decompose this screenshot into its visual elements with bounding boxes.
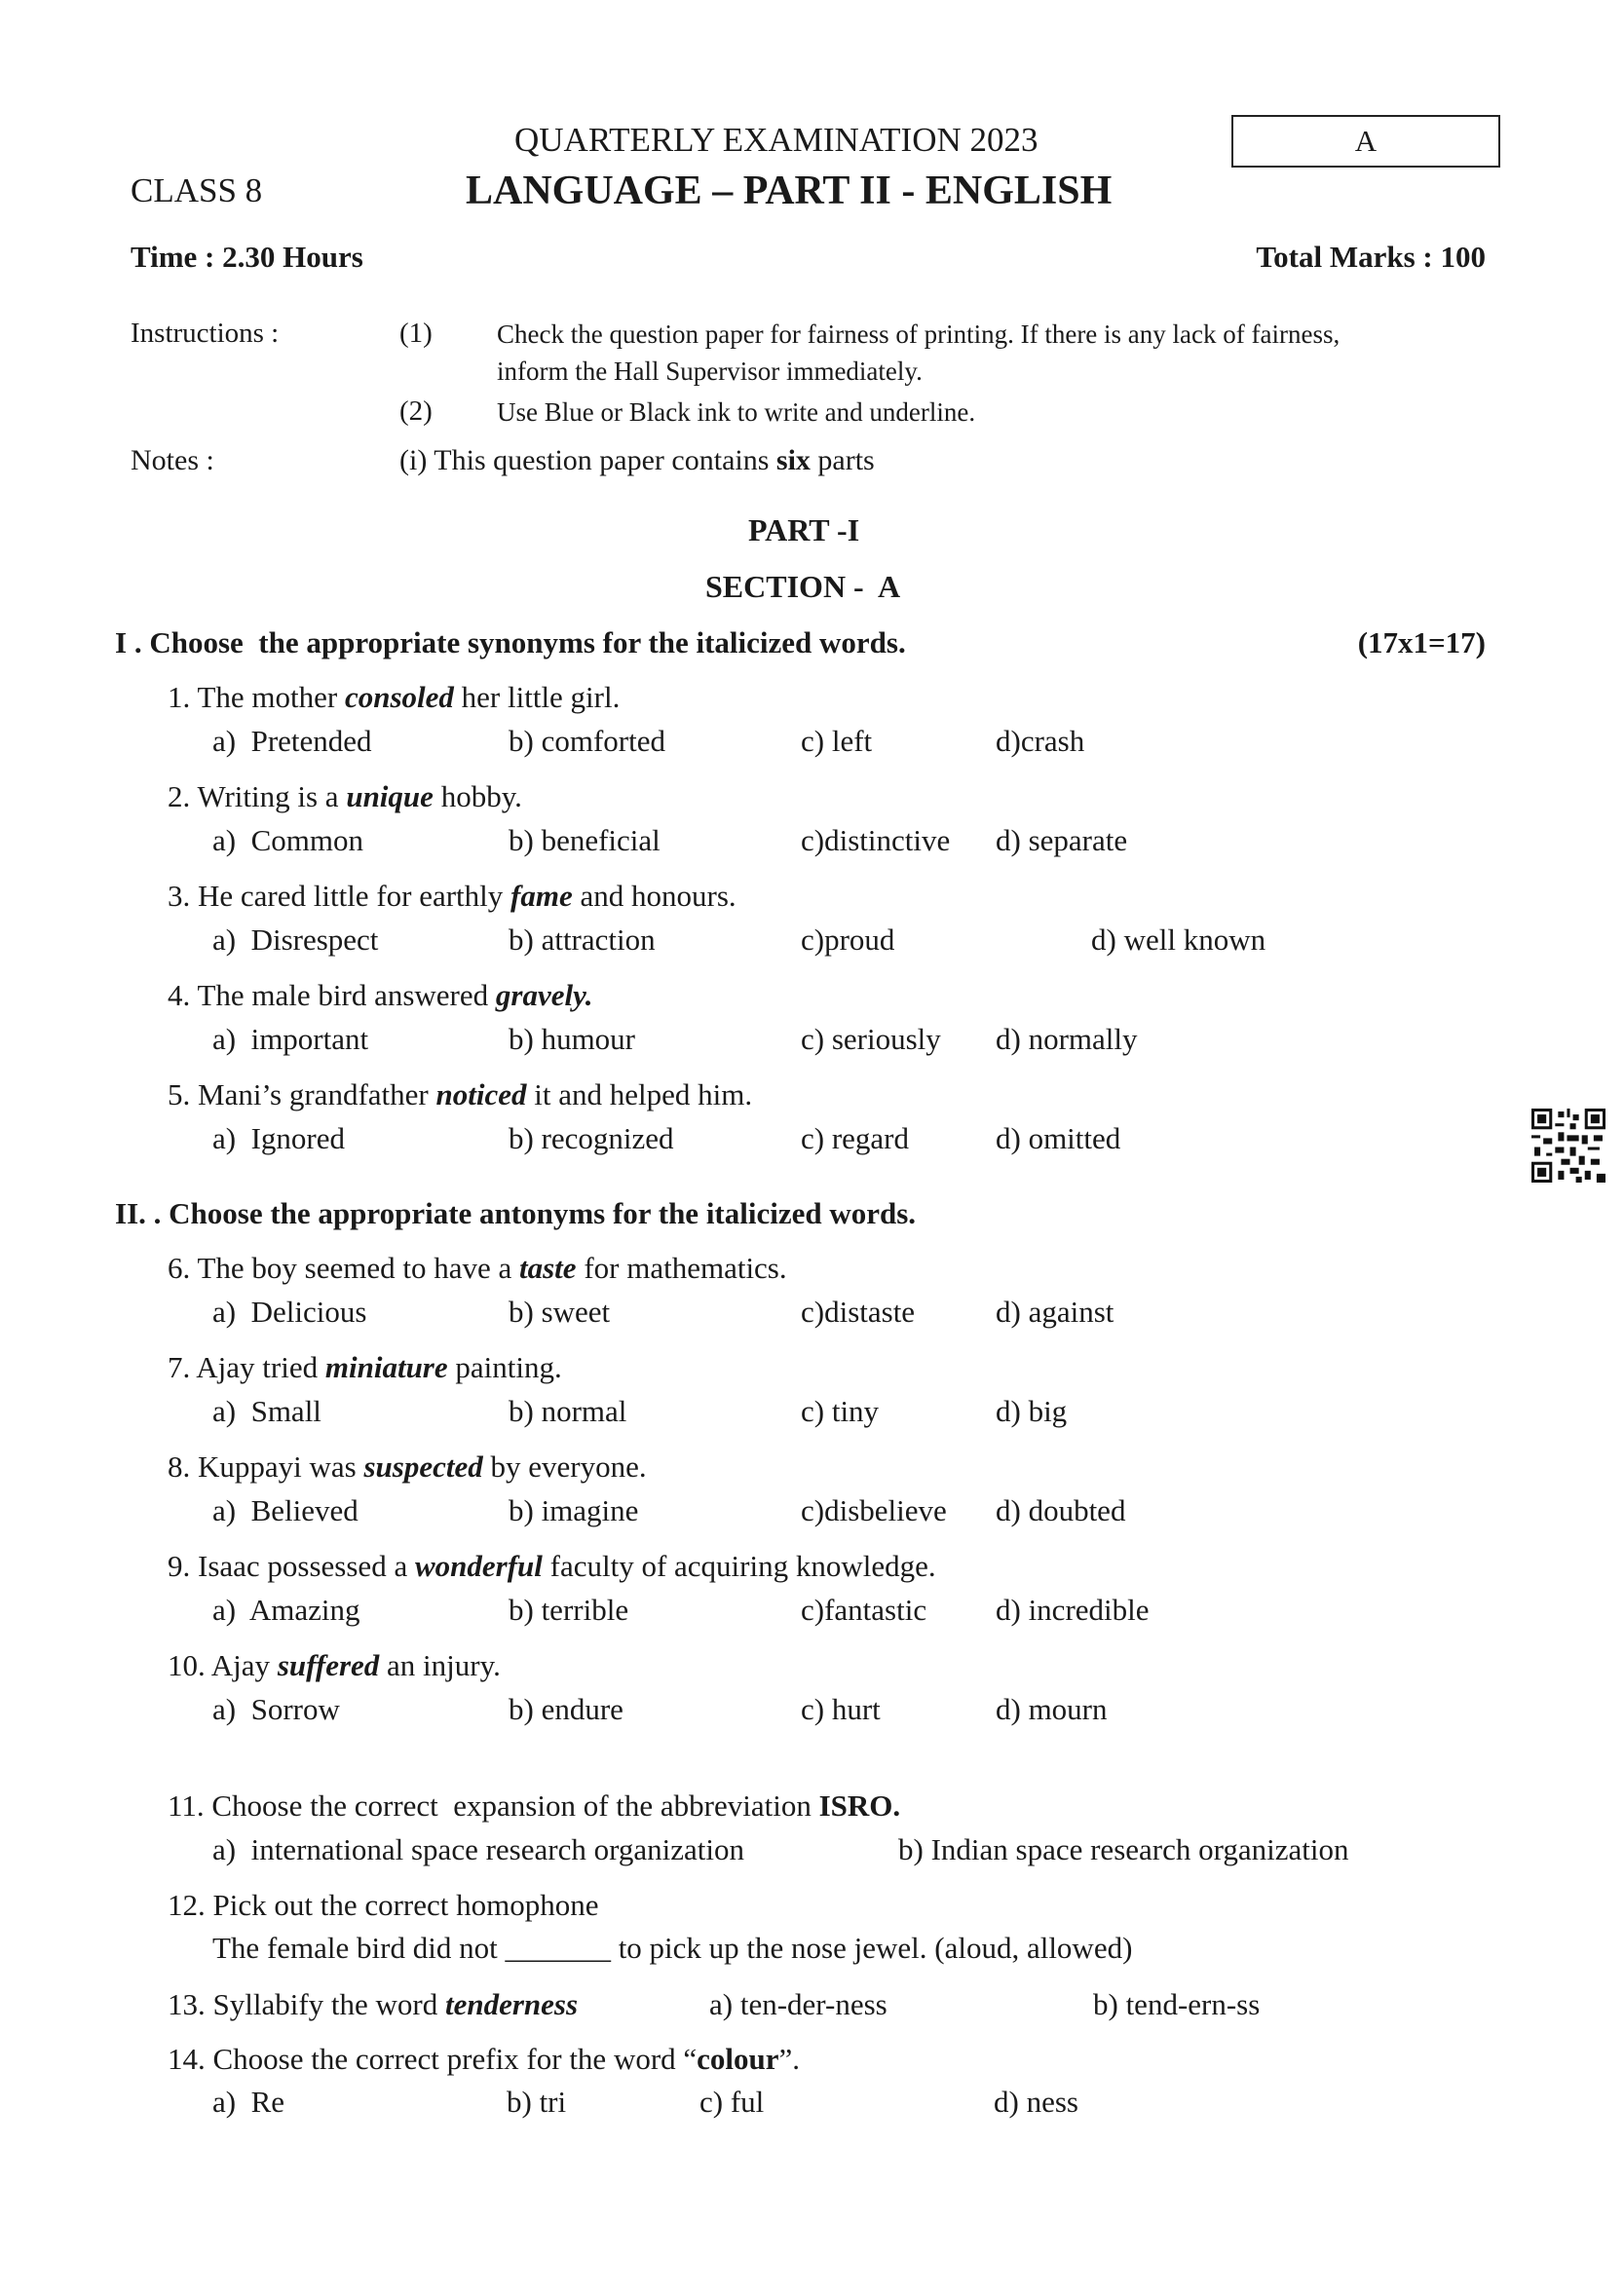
q12-sentence [212,1931,1132,1966]
antonyms-heading: II. . Choose the appropriate antonyms for the italicized words. [115,1196,917,1230]
question-number: 12. [168,1888,206,1922]
q8-option-a: a) Believed [212,1493,359,1527]
question-keyword: miniature [324,1350,448,1384]
q1-option-d: d)crash [996,724,1085,758]
q10-option-a: a) Sorrow [212,1692,340,1726]
exam-title: QUARTERLY EXAMINATION 2023 [514,121,1039,159]
question-text-pre: Mani’s grandfather [198,1077,436,1111]
question-text-pre: The mother [197,680,345,714]
q3-option-a: a) Disrespect [212,922,379,957]
question-keyword: colour [697,2042,779,2076]
total-marks: Total Marks : 100 [1256,240,1486,274]
question-keyword: fame [510,879,573,913]
question-6 [168,1251,787,1286]
question-number: 2. [168,779,191,813]
question-7 [168,1350,562,1385]
time-label: Time : 2.30 Hours [131,240,363,274]
question-text-post: and honours. [572,879,736,913]
section-heading: SECTION - A [705,569,901,604]
question-3 [168,879,736,914]
question-text-end: ”. [778,2042,801,2076]
instruction-1-text: Check the question paper for fairness of printing. If there is any lack of fairness, [497,320,1341,349]
q6-option-b: b) sweet [509,1295,611,1329]
q6-option-a: a) Delicious [212,1295,367,1329]
question-number: 3. [168,879,191,913]
instruction-2-num: (2) [399,395,433,427]
synonyms-heading: I . Choose the appropriate synonyms for the italicized words. [115,625,906,659]
q6-option-c: c)distaste [801,1295,916,1329]
q6-option-d: d) against [996,1295,1114,1329]
question-number: 9. [168,1549,191,1583]
question-text-post: it and helped him. [526,1077,753,1111]
question-number: 13. [168,1987,206,2021]
question-text: Pick out the correct homophone [212,1888,599,1922]
q10-option-b: b) endure [509,1692,623,1726]
q10-option-c: c) hurt [801,1692,881,1726]
question-keyword: gravely. [495,978,593,1012]
question-keyword: consoled [344,680,454,714]
instructions-label: Instructions : [131,318,280,349]
q3-option-c: c)proud [801,922,895,957]
q14-option-b: b) tri [507,2085,567,2119]
q12-sentence-post: to pick up the nose jewel. (aloud, allowed) [610,1931,1133,1965]
question-5 [168,1077,752,1112]
question-number: 11. [168,1788,205,1823]
question-number: 5. [168,1077,191,1111]
q5-option-d: d) omitted [996,1121,1121,1155]
question-text-post: her little girl. [453,680,621,714]
part-heading: PART -I [748,512,860,547]
q10-option-d: d) mourn [996,1692,1108,1726]
q7-option-a: a) Small [212,1394,321,1428]
q14-option-a: a) Re [212,2085,285,2119]
question-text-pre: The boy seemed to have a [197,1251,519,1285]
question-1 [168,680,620,715]
question-number: 7. [168,1350,191,1384]
synonyms-marks: (17x1=17) [1357,625,1486,659]
question-text-pre: Ajay tried [196,1350,325,1384]
question-9 [168,1549,936,1584]
question-text-post: by everyone. [482,1449,647,1484]
question-keyword: noticed [435,1077,527,1111]
question-text-post: faculty of acquiring knowledge. [542,1549,936,1583]
question-4 [168,978,592,1013]
instruction-2-text: Use Blue or Black ink to write and underline. [497,397,976,427]
q1-option-b: b) comforted [509,724,665,758]
q8-option-c: c)disbelieve [801,1493,947,1527]
question-13 [168,1987,578,2022]
question-text-post: painting. [447,1350,562,1384]
question-keyword: suffered [277,1648,380,1682]
notes-text-pre: This question paper contains [434,444,776,476]
question-text: Choose the correct expansion of the abbreviation [211,1788,819,1823]
question-14 [168,2042,800,2077]
question-2 [168,779,522,814]
question-text: Syllabify the word [212,1987,445,2021]
question-text-pre: The male bird answered [197,978,496,1012]
q12-blank: _______ [505,1931,611,1965]
question-number: 1. [168,680,191,714]
question-number: 6. [168,1251,191,1285]
question-keyword: tenderness [445,1987,579,2021]
q9-option-c: c)fantastic [801,1593,927,1627]
q3-option-b: b) attraction [509,922,656,957]
question-number: 4. [168,978,191,1012]
q2-option-b: b) beneficial [509,823,661,857]
q9-option-d: d) incredible [996,1593,1150,1627]
question-keyword: unique [346,779,434,813]
q11-option-b: b) Indian space research organization [898,1832,1349,1866]
question-number: 10. [168,1648,206,1682]
q4-option-c: c) seriously [801,1022,941,1056]
q11-option-a: a) international space research organization [212,1832,744,1866]
question-text-pre: Kuppayi was [198,1449,364,1484]
question-number: 8. [168,1449,191,1484]
q4-option-b: b) humour [509,1022,636,1056]
q7-option-d: d) big [996,1394,1068,1428]
q1-option-c: c) left [801,724,873,758]
q13-option-a: a) ten-der-ness [709,1987,888,2021]
q14-option-d: d) ness [994,2085,1078,2119]
subject-title: LANGUAGE – PART II - ENGLISH [466,169,1113,213]
q9-option-b: b) terrible [509,1593,629,1627]
question-keyword: ISRO. [818,1788,901,1823]
question-text-pre: He cared little for earthly [198,879,511,913]
question-text-post: for mathematics. [576,1251,787,1285]
question-text-pre: Ajay [210,1648,278,1682]
notes-num: (i) [399,444,428,476]
q13-option-b: b) tend-ern-ss [1093,1987,1261,2021]
class-label: CLASS 8 [131,171,263,209]
question-12 [168,1888,599,1923]
q4-option-a: a) important [212,1022,369,1056]
q5-option-b: b) recognized [509,1121,674,1155]
question-text-pre: Isaac possessed a [198,1549,415,1583]
q1-option-a: a) Pretended [212,724,372,758]
q8-option-b: b) imagine [509,1493,639,1527]
question-keyword: wonderful [414,1549,543,1583]
question-keyword: suspected [363,1449,483,1484]
q3-option-d: d) well known [1091,922,1266,957]
question-keyword: taste [519,1251,577,1285]
question-text-pre: Writing is a [197,779,347,813]
q9-option-a: a) Amazing [212,1593,360,1627]
question-text: Choose the correct prefix for the word “ [212,2042,698,2076]
notes-text-post: parts [810,444,875,476]
q14-option-c: c) ful [699,2085,765,2119]
q5-option-a: a) Ignored [212,1121,345,1155]
q2-option-c: c)distinctive [801,823,951,857]
instruction-1-num: (1) [399,318,433,349]
instruction-1-text-cont: inform the Hall Supervisor immediately. [497,357,923,386]
question-8 [168,1449,647,1485]
notes-text-bold: six [775,444,811,476]
question-text-post: an injury. [379,1648,501,1682]
q8-option-d: d) doubted [996,1493,1126,1527]
qr-code [1531,1109,1605,1183]
set-code-box: A [1231,115,1500,168]
q2-option-d: d) separate [996,823,1128,857]
q7-option-c: c) tiny [801,1394,880,1428]
notes-line [399,444,875,477]
question-number: 14. [168,2042,206,2076]
q12-sentence-pre: The female bird did not [212,1931,506,1965]
q5-option-c: c) regard [801,1121,909,1155]
q7-option-b: b) normal [509,1394,627,1428]
question-10 [168,1648,501,1683]
q2-option-a: a) Common [212,823,363,857]
q4-option-d: d) normally [996,1022,1138,1056]
question-11 [168,1788,900,1824]
question-text-post: hobby. [433,779,522,813]
notes-label: Notes : [131,444,214,476]
